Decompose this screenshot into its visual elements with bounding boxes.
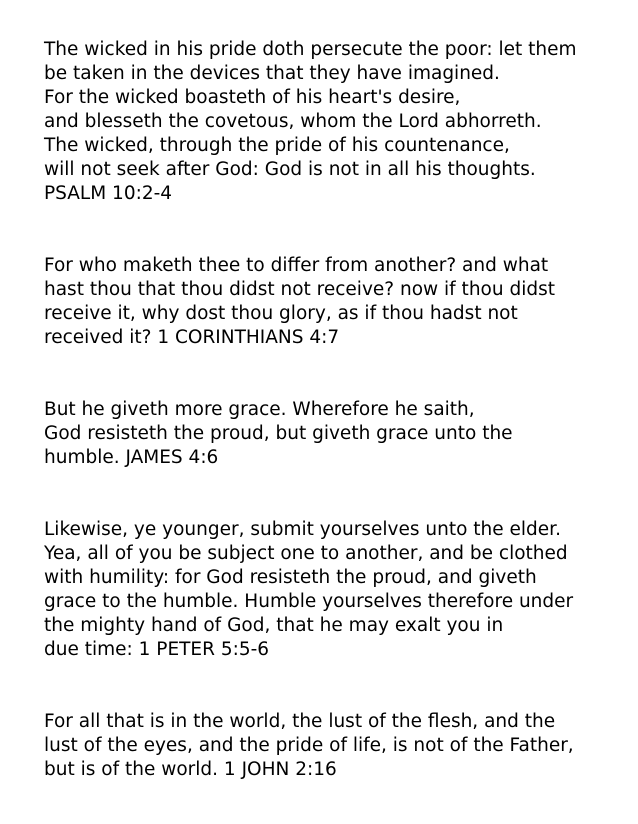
text-line: be taken in the devices that they have imagined. [44, 63, 500, 84]
text-line: humble. JAMES 4:6 [44, 447, 219, 468]
text-line: hast thou that thou didst not receive? now if thou didst [44, 279, 555, 300]
text-line: grace to the humble. Humble yourselves therefore under [44, 591, 574, 612]
text-line: and blesseth the covetous, whom the Lord abhorreth. [44, 111, 542, 132]
text-line: with humility: for God resisteth the proud, and giveth [44, 567, 537, 588]
text-line: For all that is in the world, the lust of the flesh, and the [44, 711, 556, 732]
reference-line: PSALM 10:2-4 [44, 183, 173, 204]
passage-1-john-2 [44, 710, 624, 782]
text-line: will not seek after God: God is not in all his thoughts. [44, 159, 536, 180]
text-line: lust of the eyes, and the pride of life, is not of the Father, [44, 735, 574, 756]
text-line: due time: 1 PETER 5:5-6 [44, 639, 270, 660]
passage-1-corinthians-4 [44, 254, 624, 350]
text-line: For the wicked boasteth of his heart's desire, [44, 87, 461, 108]
text-line: But he giveth more grace. Wherefore he saith, [44, 399, 475, 420]
text-line: Yea, all of you be subject one to another, and be clothed [44, 543, 568, 564]
passage-psalm-10 [44, 38, 624, 206]
text-line: The wicked in his pride doth persecute the poor: let them [44, 39, 577, 60]
scripture-page [44, 38, 624, 782]
text-line: the mighty hand of God, that he may exalt you in [44, 615, 504, 636]
text-line: For who maketh thee to differ from another? and what [44, 255, 549, 276]
text-line: receive it, why dost thou glory, as if thou hadst not [44, 303, 518, 324]
text-line: The wicked, through the pride of his countenance, [44, 135, 510, 156]
text-line: received it? 1 CORINTHIANS 4:7 [44, 327, 340, 348]
passage-james-4 [44, 398, 624, 470]
text-line: but is of the world. 1 JOHN 2:16 [44, 759, 337, 780]
text-line: God resisteth the proud, but giveth grace unto the [44, 423, 513, 444]
text-line: Likewise, ye younger, submit yourselves unto the elder. [44, 519, 561, 540]
passage-1-peter-5 [44, 518, 624, 662]
